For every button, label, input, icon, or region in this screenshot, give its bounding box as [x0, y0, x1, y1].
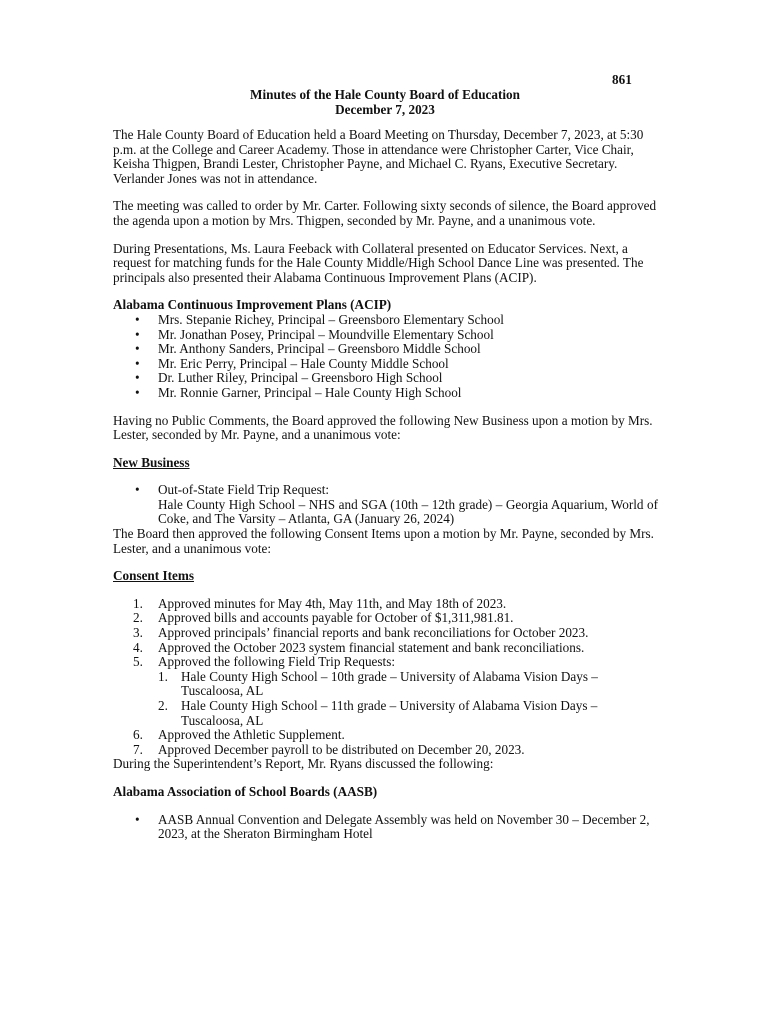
- presentations-paragraph: During Presentations, Ms. Laura Feeback with Collateral presented on Educator Services. Next, a request for matching funds for the Hale County Middle/High School Dance Line was presented. The principals also presented their Alabama Continuous Improvement Plans (ACIP).: [113, 240, 644, 285]
- list-item: 5. Approved the following Field Trip Requests: 1. Hale County High School – 10th grade – University of Alabama Vision Days – Tuscaloosa, AL 2. Hale County High School – 11th grade – University of Alabama Vision Days – Tuscaloosa, AL: [113, 655, 658, 728]
- consent-intro-paragraph: The Board then approved the following Consent Items upon a motion by Mr. Payne, seconded by Mrs. Lester, and a unanimous vote:: [113, 526, 654, 556]
- document-title: [0, 88, 770, 117]
- list-item: 3. Approved principals’ financial reports and bank reconciliations for October 2023.: [133, 625, 589, 641]
- list-item: • Mr. Anthony Sanders, Principal – Greensboro Middle School: [113, 342, 658, 357]
- new-business-heading: New Business: [113, 454, 190, 470]
- list-item: • Mr. Eric Perry, Principal – Hale County Middle School: [113, 357, 658, 372]
- intro-paragraph: The Hale County Board of Education held a Board Meeting on Thursday, December 7, 2023, at 5:30 p.m. at the College and Career Academy. Those in attendance were Christopher Carter, Vice Chair, Keisha Thigpen, Brandi Lester, Christopher Payne, and Michael C. Ryans, Executive Secretary. Verlander Jones was not in attendance.: [113, 127, 644, 186]
- new-business-list: [113, 483, 658, 527]
- page-number: 861: [612, 72, 632, 87]
- field-trip-request-title: • Out-of-State Field Trip Request:: [158, 482, 330, 498]
- list-item: 6. Approved the Athletic Supplement.: [133, 727, 345, 743]
- superintendent-intro-paragraph: During the Superintendent’s Report, Mr. Ryans discussed the following:: [113, 756, 494, 772]
- acip-section: [113, 298, 658, 400]
- acip-heading: Alabama Continuous Improvement Plans (ACIP): [113, 297, 392, 313]
- consent-items-heading: Consent Items: [113, 568, 194, 584]
- title-line-1: Minutes of the Hale County Board of Education: [250, 87, 520, 102]
- field-trip-sublist: [158, 670, 658, 728]
- minutes-body: [113, 128, 658, 842]
- list-item: • Mr. Jonathan Posey, Principal – Moundville Elementary School: [113, 328, 658, 343]
- list-item: • Dr. Luther Riley, Principal – Greensboro High School: [113, 371, 658, 386]
- consent-items-list: [113, 597, 658, 758]
- list-item: 2. Approved bills and accounts payable for October of $1,311,981.81.: [133, 610, 514, 626]
- acip-list: [113, 313, 658, 401]
- list-item: 4. Approved the October 2023 system financial statement and bank reconciliations.: [133, 639, 585, 655]
- list-item: • Mr. Ronnie Garner, Principal – Hale County High School: [113, 386, 658, 401]
- list-item: • Mrs. Stepanie Richey, Principal – Greensboro Elementary School: [113, 313, 658, 328]
- list-item: 2. Hale County High School – 11th grade – University of Alabama Vision Days – Tuscaloosa, AL: [158, 698, 598, 728]
- public-comments-paragraph: Having no Public Comments, the Board approved the following New Business upon a motion by Mrs. Lester, seconded by Mr. Payne, and a unanimous vote:: [113, 412, 653, 443]
- list-item: • AASB Annual Convention and Delegate Assembly was held on November 30 – December 2, 2023, at the Sheraton Birmingham Hotel: [113, 813, 658, 842]
- list-item: 1. Approved minutes for May 4th, May 11th, and May 18th of 2023.: [133, 595, 507, 611]
- aasb-list: [113, 813, 658, 842]
- title-line-2: December 7, 2023: [335, 101, 435, 117]
- call-to-order-paragraph: The meeting was called to order by Mr. Carter. Following sixty seconds of silence, the Board approved the agenda upon a motion by Mrs. Thigpen, seconded by Mr. Payne, and a unanimous vote.: [113, 198, 657, 228]
- list-item: 1. Hale County High School – 10th grade – University of Alabama Vision Days – Tuscaloosa, AL: [158, 668, 598, 699]
- aasb-heading: Alabama Association of School Boards (AASB): [113, 783, 378, 799]
- field-trip-request-detail: Hale County High School – NHS and SGA (10th – 12th grade) – Georgia Aquarium, World of Coke, and The Varsity – Atlanta, GA (January 26, 2024): [158, 496, 658, 527]
- list-item: [113, 483, 658, 527]
- list-item: 7. Approved December payroll to be distributed on December 20, 2023.: [133, 741, 525, 757]
